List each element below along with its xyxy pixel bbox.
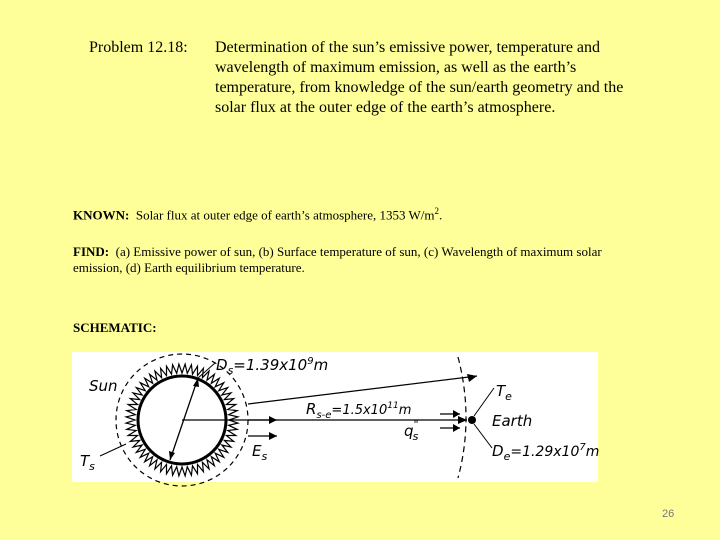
find-label: FIND: <box>73 244 110 259</box>
schematic-label: SCHEMATIC: <box>73 320 157 335</box>
known-exponent: 2 <box>434 206 440 216</box>
qs-label: q" s <box>404 418 419 443</box>
rse-label: $R_{s-e}=1.5x10^{11}m$ <box>306 400 412 421</box>
problem-description: Determination of the sun’s emissive power, temperature and wavelength of maximum emission, as well as the earth’s temperature, from knowledge of the sun/earth geometry and the solar flux at the outer edge of the earth’s atmosphere. <box>215 39 624 116</box>
known-tail: . <box>439 207 443 223</box>
find-section <box>73 244 603 276</box>
known-text: Solar flux at outer edge of earth’s atmosphere, 1353 W/m <box>135 207 435 223</box>
earth-dot <box>468 416 476 424</box>
solar-ray-line <box>248 376 477 404</box>
problem-number: Problem 12.18: <box>89 39 188 56</box>
de-label: $D_e=1.29x10^7m$ <box>492 442 600 463</box>
known-label: KNOWN: <box>73 207 130 223</box>
arrowhead-icon <box>269 416 277 424</box>
schematic-diagram <box>72 352 598 482</box>
arrowhead-icon <box>467 374 477 382</box>
ts-label: $T_s$ <box>80 452 95 473</box>
page-number: 26 <box>662 508 675 520</box>
schematic-svg <box>72 352 598 482</box>
find-text: (a) Emissive power of sun, (b) Surface temperature of sun, (c) Wavelength of maximum solar emission, (d) Earth equilibrium temperature. <box>73 244 602 275</box>
te-leader-line <box>474 388 494 416</box>
earth-label: Earth <box>492 412 533 430</box>
ts-leader-line <box>100 444 126 456</box>
ds-label: $D_s=1.39x10^9m$ <box>216 356 329 377</box>
de-leader-line <box>474 424 492 448</box>
known-section <box>73 203 593 223</box>
es-label: $E_s$ <box>252 442 268 463</box>
sun-label: Sun <box>89 377 118 395</box>
arrowhead-icon <box>453 424 460 432</box>
arrowhead-icon <box>269 432 277 440</box>
te-label: $T_e$ <box>496 382 512 403</box>
